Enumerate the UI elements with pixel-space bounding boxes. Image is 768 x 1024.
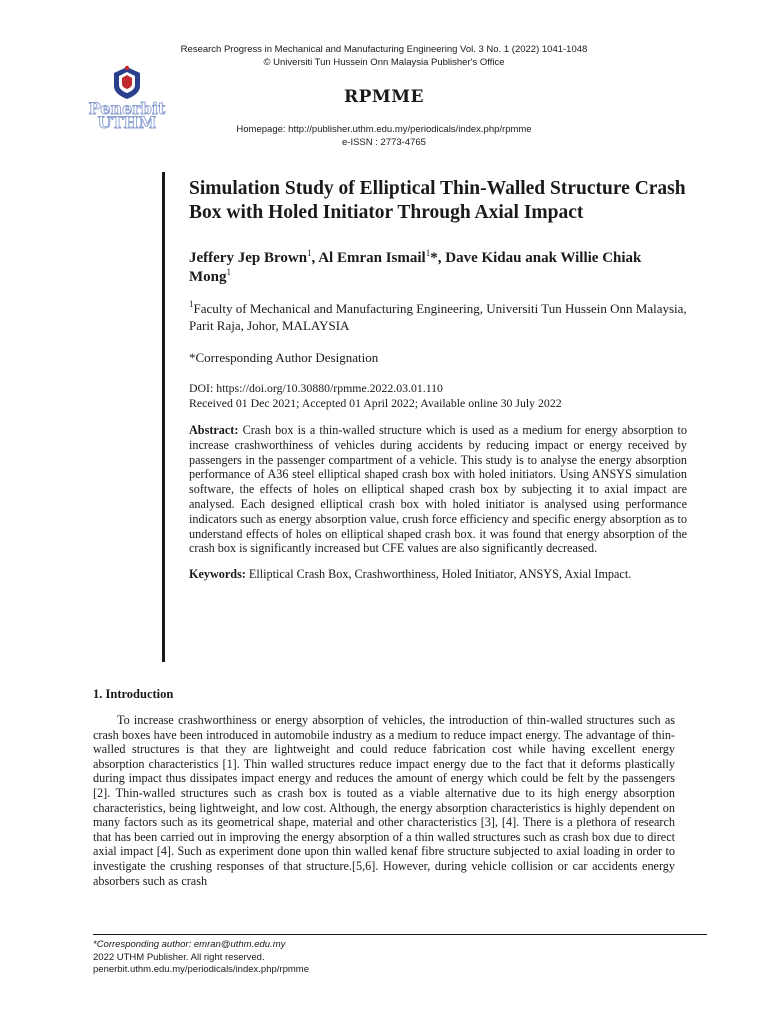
left-vertical-rule (162, 172, 165, 662)
paper-front-matter (189, 177, 687, 582)
abstract (189, 423, 687, 556)
keywords (189, 567, 687, 582)
homepage-block (0, 123, 768, 149)
corresponding-note: *Corresponding Author Designation (189, 350, 379, 365)
keywords-text: Elliptical Crash Box, Crashworthiness, Holed Initiator, ANSYS, Axial Impact. (248, 567, 632, 582)
received-dates: Received 01 Dec 2021; Accepted 01 April 2022; Available online 30 July 2022 (189, 396, 562, 410)
author-2-sup: 1 (425, 248, 431, 258)
doi-block (189, 381, 687, 411)
abstract-label: Abstract: (189, 423, 239, 437)
author-sep: , (311, 250, 319, 266)
publisher-office: © Universiti Tun Hussein Onn Malaysia Publisher's Office (263, 57, 505, 68)
copyright: 2022 UTHM Publisher. All right reserved. (93, 951, 265, 963)
homepage-link[interactable]: Homepage: http://publisher.uthm.edu.my/periodicals/index.php/rpmme (236, 124, 532, 135)
journal-abbrev: RPMME (343, 87, 424, 107)
author-list (189, 249, 687, 287)
author-sep: , (437, 250, 446, 266)
keywords-label: Keywords: (189, 567, 246, 582)
corresponding-mark: * (430, 250, 438, 266)
affiliation (189, 300, 687, 334)
logo-line2: UTHM (97, 113, 157, 130)
eissn: e-ISSN : 2773-4765 (342, 137, 426, 148)
page-footer (93, 939, 309, 977)
section-heading-introduction: 1. Introduction (93, 687, 174, 701)
footer-url[interactable]: penerbit.uthm.edu.my/periodicals/index.php/rpmme (93, 964, 309, 975)
author-2: Al Emran Ismail (318, 250, 426, 266)
doi-link[interactable]: DOI: https://doi.org/10.30880/rpmme.2022.03.01.110 (189, 381, 443, 395)
abstract-text: Crash box is a thin-walled structure which is used as a medium for energy absorption to increase crashworthiness of vehicles during accidents by reducing impact or energy received by passengers in the passenger compartment of a vehicle. This study is to analyse the energy absorption performance of A36 steel elliptical shaped crash box with holed initiators. Using ANSYS simulation software, the effects of holes on elliptical shaped crash box by subjecting it to axial impact are analysed. Each designed elliptical crash box with holed initiator is analysed using performance indicators such as energy absorption value, crush force efficiency and specific energy absorption as to understand effects of holes on elliptical shaped crash box. it was found that energy absorption of the crash box is significantly increased but CFE values are also significantly decreased. (189, 423, 688, 556)
author-1-sup: 1 (307, 248, 312, 258)
introduction-paragraph: To increase crashworthiness or energy absorption of vehicles, the introduction of thin-walled structures such as crash boxes have been introduced in automobile industry as a medium to reduce impact energy. The advantage of thin-walled structures is that they are lightweight and could reduce fabrication cost while having excellent energy absorption characteristics [1]. Thin walled structures reduce impact energy due to the fact that it deforms plastically during impact thus dissipates impact energy and reduces the amount of energy which could be felt by the passengers [2]. Thin-walled structures such as crash box is touted as a viable alternative due to its high energy absorption characteristics, being lightweight, and low cost. Although, the energy absorption characteristics is highly dependent on many factors such as its geometrical shape, material and other characteristics [3], [4]. There is a plethora of research that has been carried out in improving the energy absorption of a thin walled structures such as crash box due to direct axial impact [4]. Such as experiment done upon thin walled kenaf fibre structure subjected to axial loading in order to investigate the crushing responses of that structure.[5,6]. However, during vehicle collision or car accidents energy absorbers such as crash (93, 713, 675, 888)
affiliation-sup: 1 (189, 299, 194, 309)
logo-line1: Penerbit (88, 99, 166, 118)
author-3: Dave Kidau anak Willie Chiak Mong (189, 250, 642, 285)
corresponding-email: *Corresponding author: emran@uthm.edu.my (93, 939, 286, 950)
footer-rule (93, 934, 707, 935)
affiliation-text: Faculty of Mechanical and Manufacturing Engineering, Universiti Tun Hussein Onn Malaysia, Parit Raja, Johor, MALAYSIA (189, 301, 687, 333)
journal-citation: Research Progress in Mechanical and Manufacturing Engineering Vol. 3 No. 1 (2022) 1041-1048 (180, 44, 588, 55)
author-3-sup: 1 (226, 267, 231, 277)
author-1: Jeffery Jep Brown (189, 250, 308, 266)
paper-title: Simulation Study of Elliptical Thin-Walled Structure Crash Box with Holed Initiator Through Axial Impact (189, 178, 686, 223)
